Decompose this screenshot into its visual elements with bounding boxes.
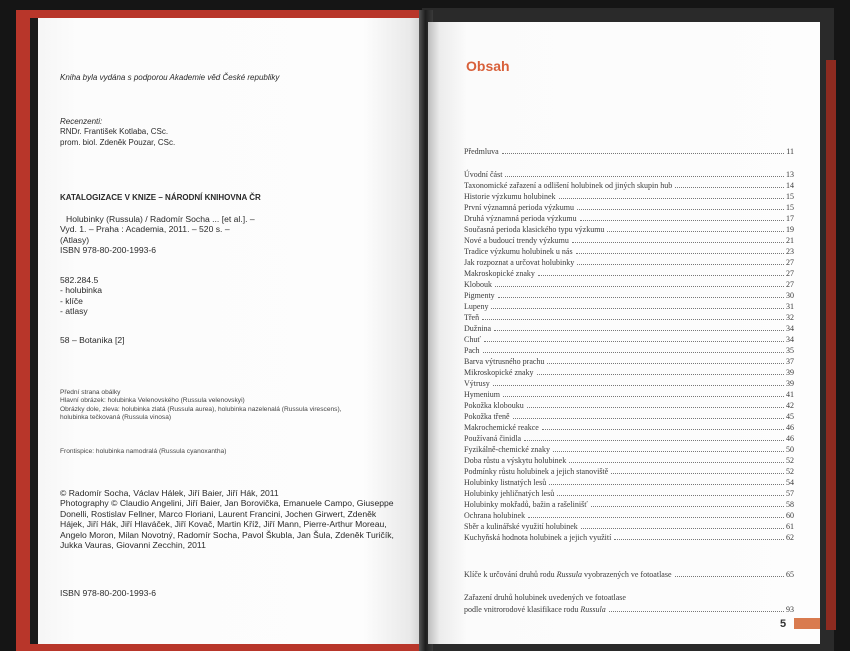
toc-entry: Klíče k určování druhů rodu Russula vyobrazených ve fotoatlase 65 bbox=[464, 570, 794, 579]
toc-entry: Předmluva 11 bbox=[464, 147, 794, 156]
toc-entry: Hymenium 41 bbox=[464, 390, 794, 399]
catalog-line-3: (Atlasy) bbox=[60, 234, 90, 245]
copyright-block bbox=[60, 488, 394, 550]
toc-entry: Holubinky listnatých lesů 54 bbox=[464, 478, 794, 487]
catalog-line-1: Holubinky (Russula) / Radomír Socha ... [et al.]. – bbox=[66, 214, 255, 224]
copyright-line-6: Jukka Vauras, Giovanni Zecchin, 2011 bbox=[60, 540, 206, 551]
copyright-line-1: © Radomír Socha, Václav Hálek, Jiří Baier, Jiří Hák, 2011 bbox=[60, 488, 279, 498]
toc-entry: Pokožka klobouku 42 bbox=[464, 401, 794, 410]
toc-entry: Výtrusy 39 bbox=[464, 379, 794, 388]
catalog-heading: KATALOGIZACE V KNIZE – NÁRODNÍ KNIHOVNA ČR bbox=[60, 193, 261, 202]
toc-entry: Holubinky mokřadů, bažin a rašelinišť 58 bbox=[464, 500, 794, 509]
toc-entry: Úvodní část 13 bbox=[464, 170, 794, 179]
keyword-2: - klíče bbox=[60, 295, 83, 306]
right-page bbox=[428, 22, 820, 644]
keyword-1: - holubinka bbox=[60, 285, 103, 296]
cover-credit-4: holubinka tečkovaná (Russula vinosa) bbox=[60, 414, 172, 422]
cover-credit-1: Přední strana obálky bbox=[60, 389, 121, 396]
left-page-bleed bbox=[30, 18, 38, 644]
right-red-edge bbox=[826, 60, 836, 630]
toc-heading: Obsah bbox=[466, 58, 510, 74]
cover-credit-3: Obrázky dole, zleva: holubinka zlatá (Russula aurea), holubinka nazelenalá (Russula virescens), bbox=[60, 405, 342, 413]
reviewer-1: RNDr. František Kotlaba, CSc. bbox=[60, 127, 169, 137]
frontispiece-credit: Frontispice: holubinka namodralá (Russula cyanoxantha) bbox=[60, 448, 227, 455]
cover-credits bbox=[60, 389, 341, 423]
toc-entry: Používaná činidla 46 bbox=[464, 434, 794, 443]
toc-entry: Dužnina 34 bbox=[464, 324, 794, 333]
toc-entry: Kuchyňská hodnota holubinek a jejich využití 62 bbox=[464, 533, 794, 542]
reviewers-block bbox=[60, 117, 175, 148]
classification: 58 – Botanika [2] bbox=[60, 335, 125, 345]
udc-code: 582.284.5 bbox=[60, 275, 99, 285]
isbn-bottom: ISBN 978-80-200-1993-6 bbox=[60, 588, 157, 598]
toc-entry-line-1: Zařazení druhů holubinek uvedených ve fotoatlase bbox=[464, 593, 626, 602]
toc-entry: Ochrana holubinek 60 bbox=[464, 511, 794, 520]
toc-entry: Fyzikálně-chemické znaky 50 bbox=[464, 445, 794, 454]
toc-entry: Lupeny 31 bbox=[464, 302, 794, 311]
keyword-3: - atlasy bbox=[60, 306, 88, 317]
toc-entry: Druhá významná perioda výzkumu 17 bbox=[464, 214, 794, 223]
catalog-line-4: ISBN 978-80-200-1993-6 bbox=[60, 245, 157, 256]
cover-credit-2: Hlavní obrázek: holubinka Velenovského (Russula velenovskyi) bbox=[60, 397, 245, 405]
toc-entry: Makrochemické reakce 46 bbox=[464, 423, 794, 432]
page-number: 5 bbox=[780, 618, 787, 630]
reviewer-2: prom. biol. Zdeněk Pouzar, CSc. bbox=[60, 137, 176, 147]
catalog-record bbox=[60, 214, 255, 256]
toc-entry: Tradice výzkumu holubinek u nás 23 bbox=[464, 247, 794, 256]
toc-entry: Třeň 32 bbox=[464, 313, 794, 322]
copyright-line-3: Donelli, Rostislav Fellner, Marco Floriani, Laurent Francini, Jochen Girwert, Zdeněk bbox=[60, 508, 377, 519]
left-page bbox=[30, 18, 422, 644]
toc-entry: Pokožka třeně 45 bbox=[464, 412, 794, 421]
toc-entry: Podmínky růstu holubinek a jejich stanoviště 52 bbox=[464, 467, 794, 476]
toc-entry: Současná perioda klasického typu výzkumu 19 bbox=[464, 225, 794, 234]
page-number-bar bbox=[794, 618, 820, 629]
copyright-line-2: Photography © Claudio Angelini, Jiří Baier, Jan Borovička, Emanuele Campo, Giuseppe bbox=[60, 498, 394, 509]
toc-entry: Barva výtrusného prachu 37 bbox=[464, 357, 794, 366]
toc-entry: Historie výzkumu holubinek 15 bbox=[464, 192, 794, 201]
copyright-line-5: Angelo Moron, Milan Novotný, Radomír Socha, Pavol Škubla, Jan Šula, Zdeněk Turičík, bbox=[60, 529, 394, 540]
toc-entry: Taxonomické zařazení a odlišení holubinek od jiných skupin hub 14 bbox=[464, 181, 794, 190]
copyright-line-4: Hájek, Jiří Hák, Jiří Hlaváček, Jiří Kovač, Martin Kříž, Jiří Mann, Pierre-Arthur Moreau, bbox=[60, 519, 387, 530]
reviewers-heading: Recenzenti: bbox=[60, 117, 103, 126]
toc-entry: Jak rozpoznat a určovat holubinky 27 bbox=[464, 258, 794, 267]
toc-entry: Klobouk 27 bbox=[464, 280, 794, 289]
toc-entry: Doba růstu a výskytu holubinek 52 bbox=[464, 456, 794, 465]
support-note: Kniha byla vydána s podporou Akademie věd České republiky bbox=[60, 73, 280, 82]
toc-entry: Nové a budoucí trendy výzkumu 21 bbox=[464, 236, 794, 245]
toc-entry: Mikroskopické znaky 39 bbox=[464, 368, 794, 377]
toc-entry: Sběr a kulinářské využití holubinek 61 bbox=[464, 522, 794, 531]
catalog-line-2: Vyd. 1. – Praha : Academia, 2011. – 520 s. – bbox=[60, 224, 230, 235]
toc-entry: Pach 35 bbox=[464, 346, 794, 355]
toc-entry: Chuť 34 bbox=[464, 335, 794, 344]
catalog-codes bbox=[60, 275, 102, 317]
toc-entry: První významná perioda výzkumu 15 bbox=[464, 203, 794, 212]
toc-entry: podle vnitrorodové klasifikace rodu Russula 93 bbox=[464, 605, 794, 614]
toc-entry: Makroskopické znaky 27 bbox=[464, 269, 794, 278]
toc-entry: Holubinky jehličnatých lesů 57 bbox=[464, 489, 794, 498]
toc-entry: Pigmenty 30 bbox=[464, 291, 794, 300]
